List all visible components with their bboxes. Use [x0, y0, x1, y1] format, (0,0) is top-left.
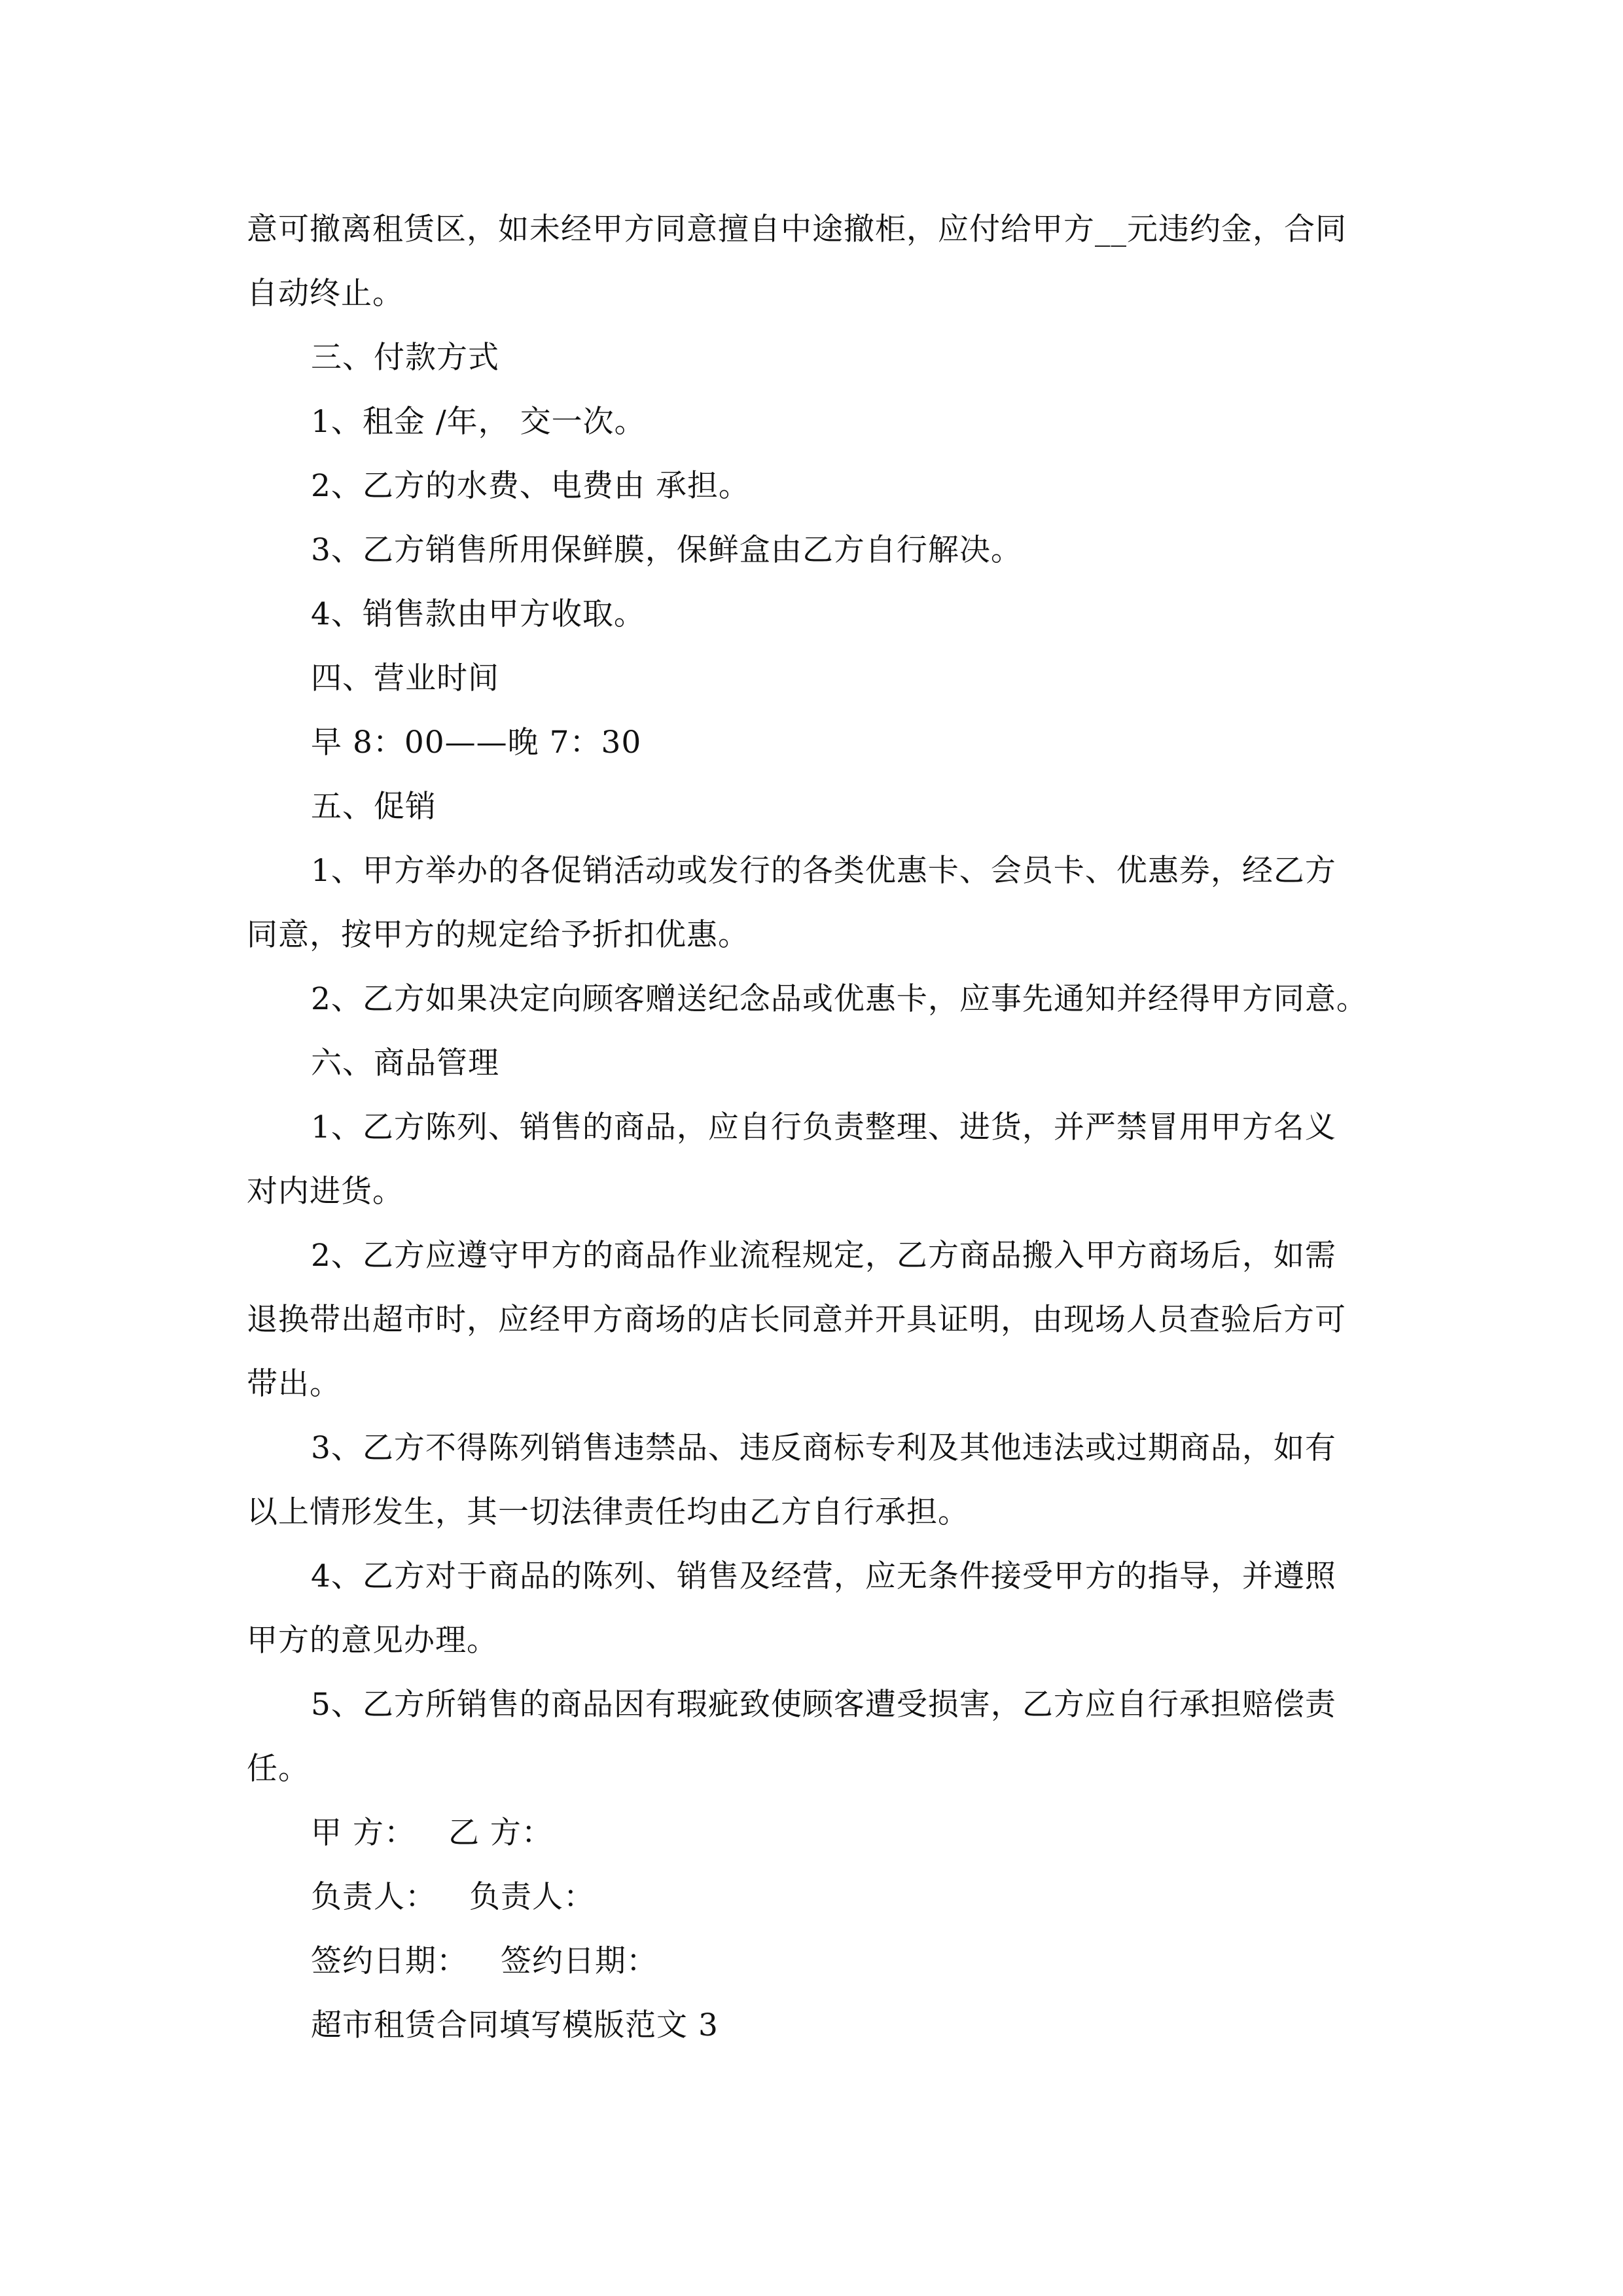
text-line: 五、促销 — [311, 789, 437, 825]
text-line: 2、乙方如果决定向顾客赠送纪念品或优惠卡，应事先通知并经得甲方同意。 — [311, 981, 1368, 1017]
text-line: 带出。 — [247, 1366, 341, 1402]
text-line: 2、乙方的水费、电费由 承担。 — [311, 468, 750, 504]
text-line: 1、乙方陈列、销售的商品，应自行负责整理、进货，并严禁冒用甲方名义 — [311, 1109, 1336, 1145]
text-line: 甲方的意见办理。 — [247, 1623, 498, 1659]
text-line: 4、销售款由甲方收取。 — [311, 596, 645, 632]
text-line: 同意，按甲方的规定给予折扣优惠。 — [247, 917, 749, 953]
signature-parties-line — [247, 1801, 1379, 1865]
signature-representatives-line — [247, 1865, 1379, 1929]
document-body — [247, 198, 1379, 2058]
text-line: 对内进货。 — [247, 1174, 404, 1210]
next-section-title: 超市租赁合同填写模版范文 3 — [311, 2007, 719, 2043]
rep-b-label: 负责人： — [469, 1879, 595, 1915]
rep-a-label: 负责人： — [311, 1879, 437, 1915]
text-line: 4、乙方对于商品的陈列、销售及经营，应无条件接受甲方的指导，并遵照 — [311, 1558, 1336, 1594]
text-line: 退换带出超市时，应经甲方商场的店长同意并开具证明，由现场人员查验后方可 — [247, 1302, 1346, 1338]
text-line: 5、乙方所销售的商品因有瑕疵致使顾客遭受损害，乙方应自行承担赔偿责 — [311, 1687, 1336, 1723]
text-line: 3、乙方不得陈列销售违禁品、违反商标专利及其他违法或过期商品，如有 — [311, 1430, 1336, 1466]
text-line: 自动终止。 — [247, 276, 404, 312]
party-a-label: 甲 方： — [311, 1815, 416, 1851]
paragraph-lines — [247, 198, 1379, 1801]
text-line: 四、营业时间 — [311, 660, 499, 696]
date-b-label: 签约日期： — [501, 1943, 658, 1979]
text-line: 以上情形发生，其一切法律责任均由乙方自行承担。 — [247, 1494, 969, 1530]
text-line: 任。 — [247, 1751, 310, 1787]
signature-dates-line — [247, 1929, 1379, 1994]
party-b-label: 乙 方： — [448, 1815, 553, 1851]
text-line: 六、商品管理 — [311, 1045, 499, 1081]
text-line: 1、甲方举办的各促销活动或发行的各类优惠卡、会员卡、优惠券，经乙方 — [311, 853, 1336, 889]
text-line: 2、乙方应遵守甲方的商品作业流程规定，乙方商品搬入甲方商场后，如需 — [311, 1238, 1336, 1274]
text-line: 3、乙方销售所用保鲜膜，保鲜盒由乙方自行解决。 — [311, 532, 1022, 568]
date-a-label: 签约日期： — [311, 1943, 468, 1979]
text-line: 早 8：00——晚 7：30 — [311, 725, 642, 761]
text-line: 意可撤离租赁区，如未经甲方同意擅自中途撤柜，应付给甲方__元违约金，合同 — [247, 211, 1347, 247]
text-line: 三、付款方式 — [311, 340, 499, 376]
text-line: 1、租金 /年， 交一次。 — [311, 404, 646, 440]
